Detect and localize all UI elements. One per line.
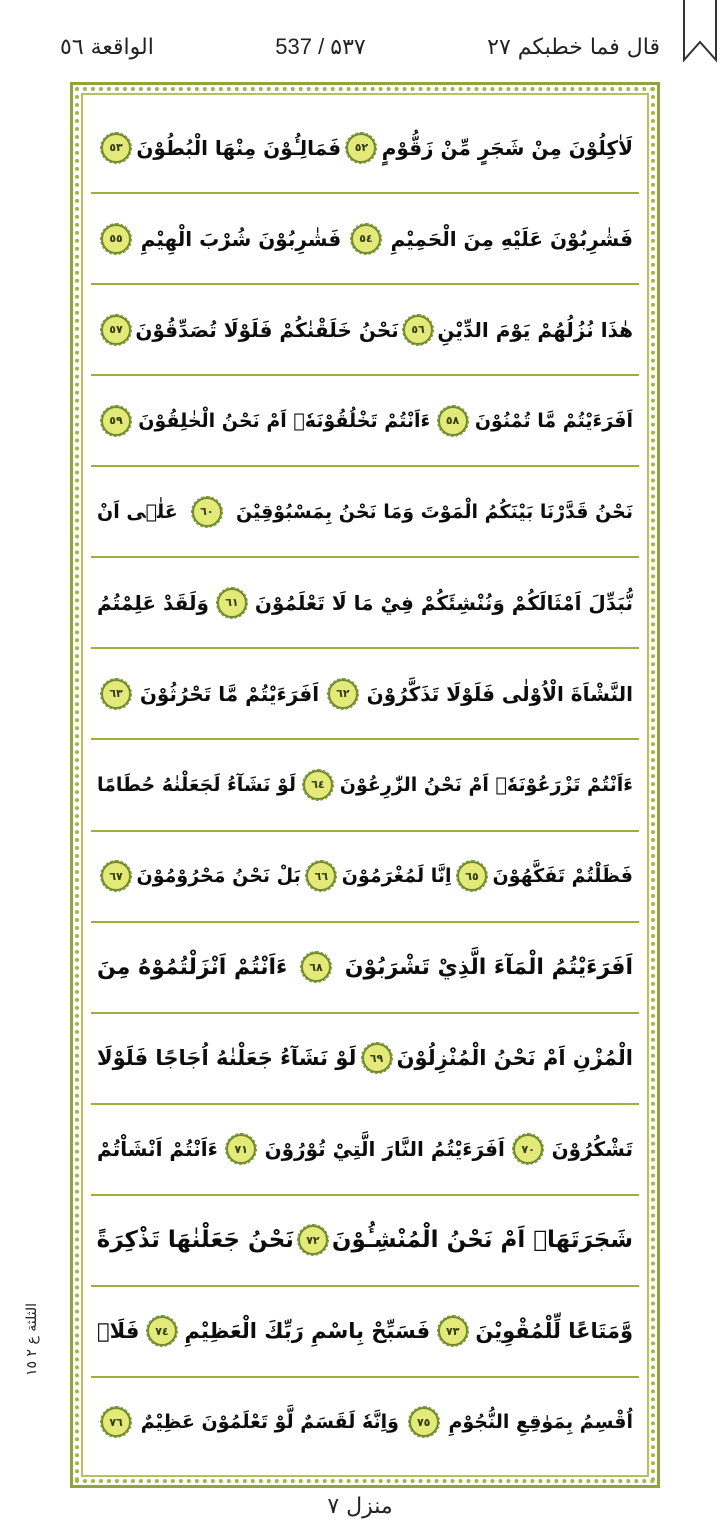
ayah-number-marker: ٦٥ (457, 861, 487, 891)
page-number: 537 / ۵۳۷ (275, 34, 366, 59)
verse-text: لَوْ نَشَآءُ جَعَلْنٰهُ اُجَاجًا فَلَوْلَا (97, 1046, 357, 1071)
ruku-marker-text: الثلثة ع ٢ ١٥ (24, 1303, 40, 1377)
verse-text: الْمُزْنِ اَمْ نَحْنُ الْمُنْزِلُوْنَ (396, 1046, 633, 1071)
verse-line[interactable] (91, 740, 639, 831)
page-frame (70, 82, 660, 1488)
verse-text: شَجَرَتَهَاۤ اَمْ نَحْنُ الْمُنْشِـُٔوْنَ (331, 1227, 633, 1254)
verse-line[interactable] (91, 1196, 639, 1287)
surah-name: الواقعة ٥٦ (60, 34, 154, 60)
verse-text: اَفَرَءَيْتُمُ الْمَآءَ الَّذِيْ تَشْرَبُوْنَ (344, 954, 633, 980)
ayah-number-marker: ٦٦ (306, 861, 336, 891)
ayah-number-marker: ٥٧ (101, 315, 131, 345)
verse-text: فَظَلْتُمْ تَفَكَّهُوْنَ (492, 865, 633, 888)
verse-text: عَلٰۤى اَنْ (97, 500, 178, 523)
ayah-number-marker: ٦٤ (303, 770, 333, 800)
ayah-number-marker: ٧٣ (438, 1316, 468, 1346)
ayah-number-marker: ٥٤ (351, 224, 381, 254)
ayah-number-marker: ٧٢ (298, 1225, 328, 1255)
ayah-number-marker: ٦٧ (101, 861, 131, 891)
ayah-number-marker: ٦٨ (301, 952, 331, 982)
verse-text: نُّبَدِّلَ اَمْثَالَكُمْ وَنُنْشِئَكُمْ فِيْ مَا لَا تَعْلَمُوْنَ (254, 590, 633, 615)
verse-line[interactable] (91, 103, 639, 194)
verse-line[interactable] (91, 923, 639, 1014)
ayah-number-marker: ٦١ (217, 588, 247, 618)
ayah-number-marker: ٦٩ (362, 1043, 392, 1073)
verse-text: ءَاَنْتُمْ اَنْزَلْتُمُوْهُ مِنَ (97, 954, 288, 980)
ayah-number-marker: ٥٥ (101, 224, 131, 254)
verse-text: بَلْ نَحْنُ مَحْرُوْمُوْنَ (136, 865, 301, 888)
verse-line[interactable] (91, 1014, 639, 1105)
verse-text: وَلَقَدْ عَلِمْتُمُ (97, 590, 209, 615)
verse-text: النَّشْاَةَ الْاُوْلٰى فَلَوْلَا تَذَكَّرُوْنَ (366, 681, 633, 706)
verse-text: اَفَرَءَيْتُمُ النَّارَ الَّتِيْ تُوْرُوْنَ (264, 1137, 505, 1162)
verse-text: لَاٰكِلُوْنَ مِنْ شَجَرٍ مِّنْ زَقُّوْمٍ (381, 135, 633, 160)
ruku-marker (14, 1290, 50, 1390)
verse-text: ءَاَنْتُمْ تَخْلُقُوْنَهٗۤ اَمْ نَحْنُ الْخٰلِقُوْنَ (138, 409, 431, 432)
ayah-number-marker: ٥٣ (101, 133, 131, 163)
ayah-number-marker: ٥٨ (438, 406, 468, 436)
verse-line[interactable] (91, 558, 639, 649)
manzil-footer: منزل ٧ (327, 1494, 393, 1519)
verse-text: فَلَاۤ (97, 1319, 140, 1344)
ayah-number-marker: ٧١ (226, 1134, 256, 1164)
ayah-number-marker: ٧٠ (513, 1134, 543, 1164)
verse-text: فَمَالِـُٔوْنَ مِنْهَا الْبُطُوْنَ (136, 135, 342, 160)
page-header (60, 22, 660, 72)
verse-line[interactable] (91, 1378, 639, 1467)
verse-text: اِنَّا لَمُغْرَمُوْنَ (341, 865, 452, 888)
ayah-number-marker: ٥٩ (101, 406, 131, 436)
verse-lines (91, 103, 639, 1467)
ayah-number-marker: ٧٤ (147, 1316, 177, 1346)
verse-text: ءَاَنْتُمْ اَنْشَاْتُمْ (97, 1137, 218, 1162)
verse-text: نَحْنُ خَلَقْنٰكُمْ فَلَوْلَا تُصَدِّقُوْنَ (135, 317, 399, 342)
ayah-number-marker: ٦٠ (192, 497, 222, 527)
verse-text: تَشْكُرُوْنَ (551, 1137, 633, 1162)
bookmark-icon[interactable] (680, 0, 720, 62)
verse-line[interactable] (91, 832, 639, 923)
ayah-number-marker: ٧٦ (101, 1407, 131, 1437)
verse-line[interactable] (91, 649, 639, 740)
verse-text: وَّمَتَاعًا لِّلْمُقْوِيْنَ (475, 1319, 633, 1344)
verse-text: ءَاَنْتُمْ تَزْرَعُوْنَهٗۤ اَمْ نَحْنُ الزّٰرِعُوْنَ (339, 773, 633, 796)
verse-line[interactable] (91, 1105, 639, 1196)
ayah-number-marker: ٥٦ (403, 315, 433, 345)
verse-text: اَفَرَءَيْتُمْ مَّا تُمْنُوْنَ (474, 409, 633, 432)
juz-name: قال فما خطبکم ۲۷ (487, 34, 660, 60)
verse-text: نَحْنُ جَعَلْنٰهَا تَذْكِرَةً (96, 1227, 294, 1254)
verse-text: اُقْسِمُ بِمَوٰقِعِ النُّجُوْمِ (448, 1411, 633, 1434)
verse-text: اَفَرَءَيْتُمْ مَّا تَحْرُثُوْنَ (139, 681, 320, 706)
ayah-number-marker: ٥٢ (346, 133, 376, 163)
verse-text: فَسَبِّحْ بِاسْمِ رَبِّكَ الْعَظِيْمِ (184, 1319, 431, 1344)
verse-line[interactable] (91, 467, 639, 558)
verse-line[interactable] (91, 1287, 639, 1378)
verse-line[interactable] (91, 285, 639, 376)
verse-line[interactable] (91, 194, 639, 285)
verse-text: فَشٰرِبُوْنَ عَلَيْهِ مِنَ الْحَمِيْمِ (390, 226, 633, 251)
verse-text: لَوْ نَشَآءُ لَجَعَلْنٰهُ حُطَامًا (97, 773, 297, 796)
ayah-number-marker: ٧٥ (409, 1407, 439, 1437)
verse-text: هٰذَا نُزُلُهُمْ يَوْمَ الدِّيْنِ (437, 317, 633, 342)
verse-text: نَحْنُ قَدَّرْنَا بَيْنَكُمُ الْمَوْتَ وَمَا نَحْنُ بِمَسْبُوْقِيْنَ (235, 500, 633, 523)
verse-text: فَشٰرِبُوْنَ شُرْبَ الْهِيْمِ (140, 226, 342, 251)
verse-text: وَاِنَّهٗ لَقَسَمٌ لَّوْ تَعْلَمُوْنَ عَظِيْمٌ (140, 1411, 399, 1434)
ayah-number-marker: ٦٢ (328, 679, 358, 709)
verse-line[interactable] (91, 376, 639, 467)
ayah-number-marker: ٦٣ (101, 679, 131, 709)
